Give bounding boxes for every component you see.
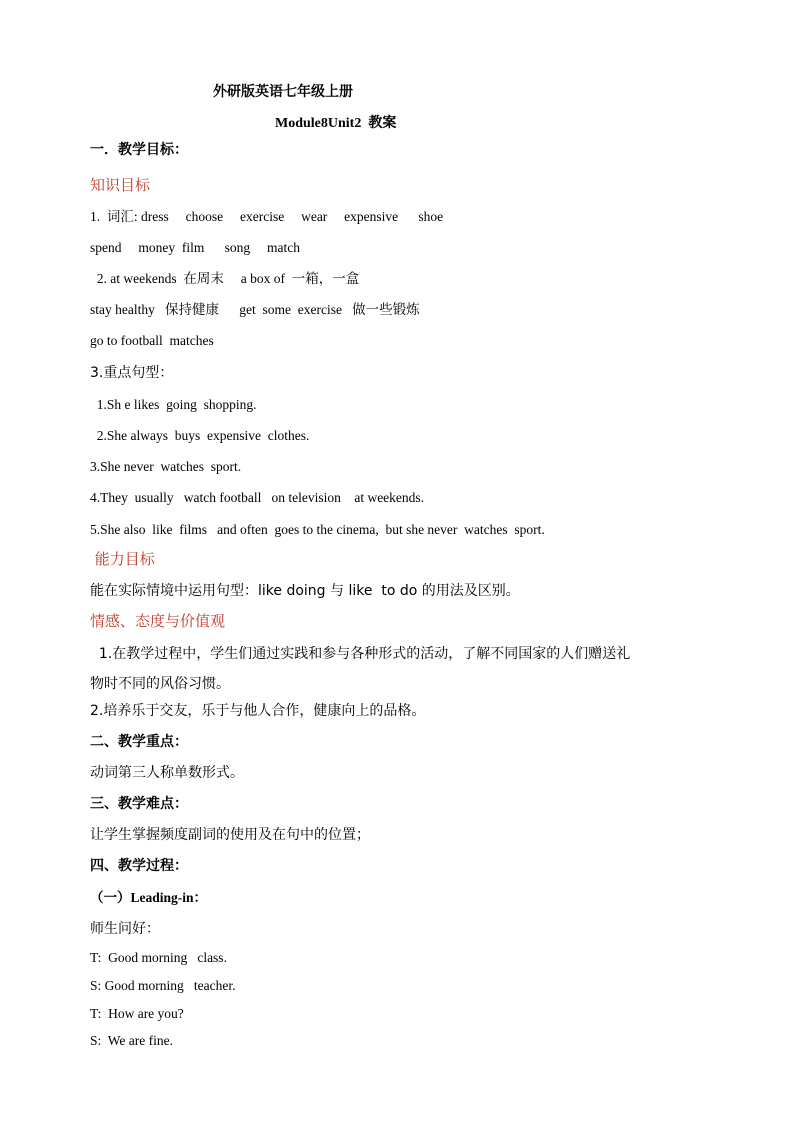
phrase-line-3: go to football matches	[90, 333, 214, 348]
document-title: 外研版英语七年级上册	[213, 84, 353, 100]
key-points-text: 动词第三人称单数形式。	[90, 765, 244, 781]
vocab-line-1: 1. 词汇: dress choose exercise wear expensive shoe	[90, 209, 444, 224]
ability-objectives-text: 能在实际情境中运用句型：like doing 与 like to do 的用法及区别。	[90, 583, 520, 599]
ability-objectives-heading: 能力目标	[90, 550, 155, 568]
emotion-objectives-text-3: 2.培养乐于交友，乐于与他人合作，健康向上的品格。	[90, 703, 426, 719]
emotion-objectives-text-2: 物时不同的风俗习惯。	[90, 676, 230, 692]
key-sentences-heading: 3.重点句型：	[90, 365, 174, 381]
difficulties-text: 让学生掌握频度副词的使用及在句中的位置；	[90, 827, 370, 843]
key-sentence: 3.She never watches sport.	[90, 459, 242, 474]
key-sentence: 4.They usually watch football on television at weekends.	[90, 490, 425, 505]
phrase-line-2: stay healthy 保持健康 get some exercise 做一些锻炼	[90, 302, 420, 317]
section-heading-objectives: 一．教学目标：	[90, 142, 188, 158]
section-heading-difficulties: 三、教学难点：	[90, 796, 188, 812]
dialogue-line: S: Good morning teacher.	[90, 978, 236, 993]
dialogue-line: S: We are fine.	[90, 1033, 174, 1048]
key-sentence: 5.She also like films and often goes to the cinema, but she never watches sport.	[90, 522, 545, 537]
dialogue-line: T: Good morning class.	[90, 950, 227, 965]
emotion-objectives-text-1: 1.在教学过程中，学生们通过实践和参与各种形式的活动，了解不同国家的人们赠送礼	[90, 646, 631, 662]
section-heading-process: 四、教学过程：	[90, 858, 188, 874]
document-subtitle: Module8Unit2 教案	[275, 116, 397, 131]
knowledge-objectives-heading: 知识目标	[90, 176, 151, 194]
phrase-line-1: 2. at weekends 在周末 a box of 一箱，一盒	[90, 271, 360, 286]
key-sentence: 1.Sh e likes going shopping.	[90, 397, 257, 412]
process-step-leading-in: （一）Leading-in：	[90, 890, 208, 905]
dialogue-line: T: How are you?	[90, 1006, 184, 1021]
section-heading-key-points: 二、教学重点：	[90, 734, 188, 750]
vocab-line-2: spend money film song match	[90, 240, 300, 255]
key-sentence: 2.She always buys expensive clothes.	[90, 428, 310, 443]
emotion-objectives-heading: 情感、态度与价值观	[90, 612, 226, 630]
greeting-label: 师生问好：	[90, 921, 160, 937]
